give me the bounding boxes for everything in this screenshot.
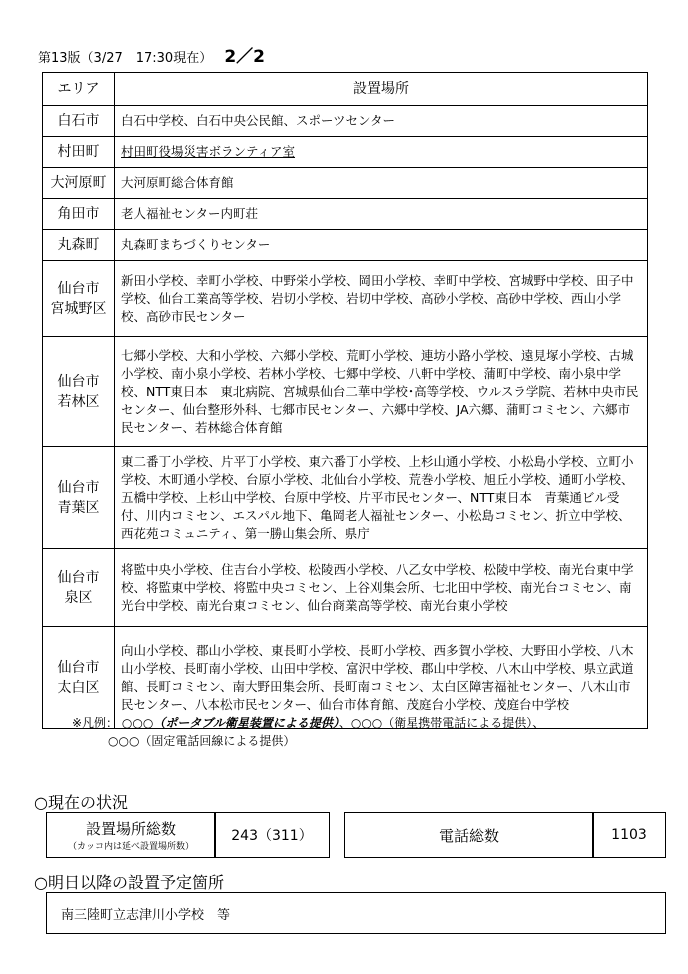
phone-total-value: 1103 bbox=[592, 812, 666, 858]
table-row bbox=[43, 199, 648, 230]
area-cell: 仙台市 泉区 bbox=[43, 549, 115, 627]
legend-line-1 bbox=[72, 714, 544, 732]
locations-total-label: 設置場所総数 bbox=[85, 820, 176, 838]
table-row bbox=[43, 106, 648, 137]
area-cell: 村田町 bbox=[43, 137, 115, 168]
legend-separator: 、 bbox=[338, 716, 351, 730]
table-row bbox=[43, 230, 648, 261]
places-cell: 老人福祉センター内町荘 bbox=[115, 199, 648, 230]
planned-box bbox=[46, 892, 666, 934]
page-number: 2／2 bbox=[224, 47, 266, 67]
legend-fixed: ○○○（固定電話回線による提供） bbox=[108, 734, 296, 748]
places-cell: 東二番丁小学校、片平丁小学校、東六番丁小学校、上杉山通小学校、小松島小学校、立町小学校、木町通小学校、台原小学校、北仙台小学校、荒巻小学校、旭丘小学校、通町小学校、五橋中学校、上杉山中学校、台原中学校、片平市民センター、NTT東日本 青葉通ビル受付、川内コミセン、エスパル地下、亀岡老人福祉センター、小松島コミセン、折立中学校、西花苑コミュニティ、第一勝山集会所、県庁 bbox=[115, 447, 648, 549]
legend-portable: ○○○（ポータブル衛星装置による提供） bbox=[121, 716, 339, 730]
column-header-area: エリア bbox=[43, 73, 115, 106]
planned-text: 南三陸町立志津川小学校 等 bbox=[61, 907, 231, 923]
places-cell: 向山小学校、郡山小学校、東長町小学校、長町小学校、西多賀小学校、大野田小学校、八木山小学校、長町南小学校、山田中学校、富沢中学校、郡山中学校、八木山中学校、県立武道館、長町コミセン、南大野田集会所、長町南コミセン、太白区障害福祉センター、八木山市民センター、八本松市民センター、仙台市体育館、茂庭台小学校、茂庭台中学校 bbox=[115, 627, 648, 729]
area-cell: 白石市 bbox=[43, 106, 115, 137]
document-header bbox=[38, 42, 265, 67]
places-cell: 将監中央小学校、住吉台小学校、松陵西小学校、八乙女中学校、松陵中学校、南光台東中学校、将監東中学校、将監中央コミセン、上谷刈集会所、七北田中学校、南光台コミセン、南光台中学校、南光台東コミセン、仙台商業高等学校、南光台東小学校 bbox=[115, 549, 648, 627]
places-cell: 大河原町総合体育館 bbox=[115, 168, 648, 199]
table-header-row bbox=[43, 73, 648, 106]
places-cell: 丸森町まちづくりセンター bbox=[115, 230, 648, 261]
area-cell: 大河原町 bbox=[43, 168, 115, 199]
area-cell: 仙台市 青葉区 bbox=[43, 447, 115, 549]
table-row bbox=[43, 168, 648, 199]
table-row bbox=[43, 261, 648, 337]
version-label: 第13版（3/27 17:30現在） bbox=[38, 51, 213, 66]
places-cell: 七郷小学校、大和小学校、六郷小学校、荒町小学校、連坊小路小学校、遠見塚小学校、古城小学校、南小泉小学校、若林小学校、七郷中学校、八軒中学校、蒲町中学校、南小泉中学校、NTT東日本 東北病院、宮城県仙台二華中学校･高等学校、ウルスラ学院、若林中央市民センター、仙台整形外科、七郷市民センター、六郷中学校、JA六郷、蒲町コミセン、六郷市民センター、若林総合体育館 bbox=[115, 337, 648, 447]
phone-total-label: 電話総数 bbox=[344, 812, 594, 858]
table-row bbox=[43, 447, 648, 549]
locations-total-note: （カッコ内は延べ設置場所数） bbox=[68, 842, 194, 852]
area-cell: 角田市 bbox=[43, 199, 115, 230]
legend-prefix: ※凡例： bbox=[72, 716, 119, 730]
legend-separator: 、 bbox=[532, 716, 545, 730]
locations-total-label-cell bbox=[46, 812, 216, 858]
area-cell: 仙台市 若林区 bbox=[43, 337, 115, 447]
table-row bbox=[43, 337, 648, 447]
area-cell: 仙台市 太白区 bbox=[43, 627, 115, 729]
area-cell: 仙台市 宮城野区 bbox=[43, 261, 115, 337]
area-cell: 丸森町 bbox=[43, 230, 115, 261]
places-text: 村田町役場災害ボランティア室 bbox=[121, 144, 296, 159]
planned-section-title: ○明日以降の設置予定箇所 bbox=[34, 873, 224, 892]
table-row bbox=[43, 549, 648, 627]
locations-table bbox=[42, 72, 648, 729]
places-cell: 白石中学校、白石中央公民館、スポーツセンター bbox=[115, 106, 648, 137]
locations-total-value: 243（311） bbox=[214, 812, 330, 858]
column-header-place: 設置場所 bbox=[115, 73, 648, 106]
legend bbox=[72, 714, 544, 750]
legend-mobile: ○○○（衛星携帯電話による提供） bbox=[350, 716, 533, 730]
table-row bbox=[43, 137, 648, 168]
places-cell bbox=[115, 137, 648, 168]
places-cell: 新田小学校、幸町小学校、中野栄小学校、岡田小学校、幸町中学校、宮城野中学校、田子中学校、仙台工業高等学校、岩切小学校、岩切中学校、高砂小学校、高砂中学校、西山小学校、高砂市民センター bbox=[115, 261, 648, 337]
status-section-title: ○現在の状況 bbox=[34, 793, 128, 812]
